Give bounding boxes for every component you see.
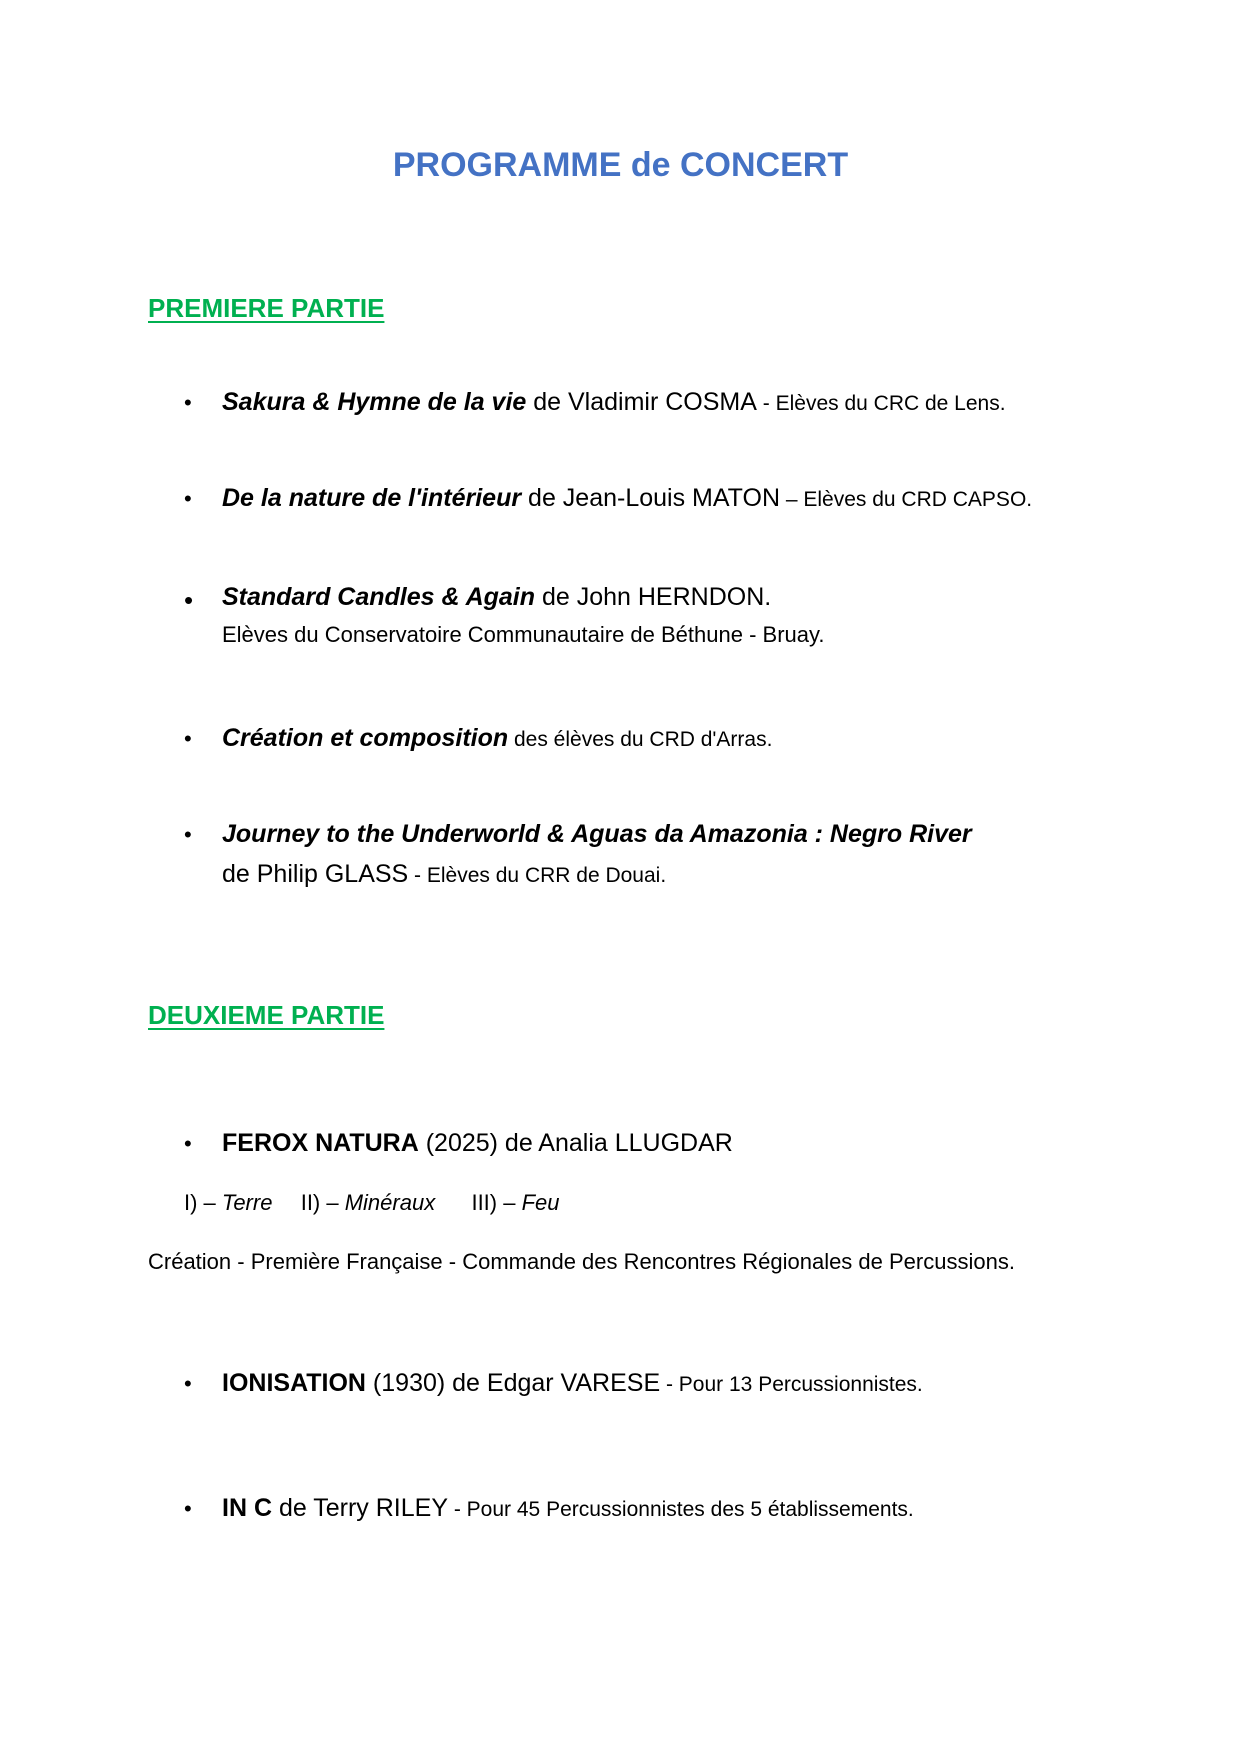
work-title: Création et composition	[222, 724, 509, 752]
bullet-icon: •	[184, 1496, 192, 1521]
composer: de Vladimir COSMA	[526, 388, 757, 416]
composer: de Jean-Louis MATON	[521, 484, 781, 512]
work-title: IONISATION	[222, 1369, 366, 1397]
performers: Elèves du Conservatoire Communautaire de Béthune - Bruay.	[222, 622, 825, 647]
bullet-icon: •	[184, 1371, 192, 1396]
work-title: Sakura & Hymne de la vie	[222, 388, 527, 416]
work-note: Création - Première Française - Commande des Rencontres Régionales de Percussions.	[148, 1249, 1015, 1274]
performers: des élèves du CRD d'Arras.	[508, 728, 773, 751]
movements	[184, 1190, 560, 1216]
performers: - Elèves du CRR de Douai.	[408, 864, 667, 887]
bullet-icon: •	[184, 1131, 192, 1156]
bullet-icon: •	[184, 726, 192, 751]
movement-name: Minéraux	[344, 1190, 436, 1215]
composer: de John HERNDON.	[535, 583, 772, 611]
performers: - Pour 45 Percussionnistes des 5 établissements.	[448, 1498, 914, 1521]
movement-number: II) –	[300, 1190, 345, 1215]
movement-name: Feu	[521, 1190, 560, 1215]
work-title: FEROX NATURA	[222, 1129, 419, 1157]
composer: de Edgar VARESE	[445, 1369, 661, 1397]
movement-number: III) –	[471, 1190, 522, 1215]
section-heading-part2: DEUXIEME PARTIE	[148, 1000, 385, 1030]
bullet-icon: •	[184, 390, 192, 415]
performers: – Elèves du CRD CAPSO.	[780, 488, 1033, 511]
work-title: Journey to the Underworld & Aguas da Amazonia : Negro River	[222, 820, 972, 848]
page-title: PROGRAMME de CONCERT	[392, 146, 849, 184]
performers: - Elèves du CRC de Lens.	[756, 392, 1006, 415]
section-heading-part1: PREMIERE PARTIE	[148, 293, 385, 323]
work-title: Standard Candles & Again	[222, 583, 536, 611]
work-title: De la nature de l'intérieur	[222, 484, 522, 512]
bullet-icon: •	[184, 585, 194, 615]
movement-number: I) –	[184, 1190, 222, 1215]
performers: - Pour 13 Percussionnistes.	[660, 1373, 923, 1396]
work-title: IN C	[222, 1494, 272, 1522]
year: (2025)	[418, 1129, 498, 1157]
composer: de Terry RILEY	[272, 1494, 449, 1522]
composer: de Analia LLUGDAR	[497, 1129, 733, 1157]
bullet-icon: •	[184, 822, 192, 847]
bullet-icon: •	[184, 486, 192, 511]
composer: de Philip GLASS	[222, 860, 409, 888]
year: (1930)	[365, 1369, 446, 1397]
movement-name: Terre	[221, 1190, 273, 1215]
